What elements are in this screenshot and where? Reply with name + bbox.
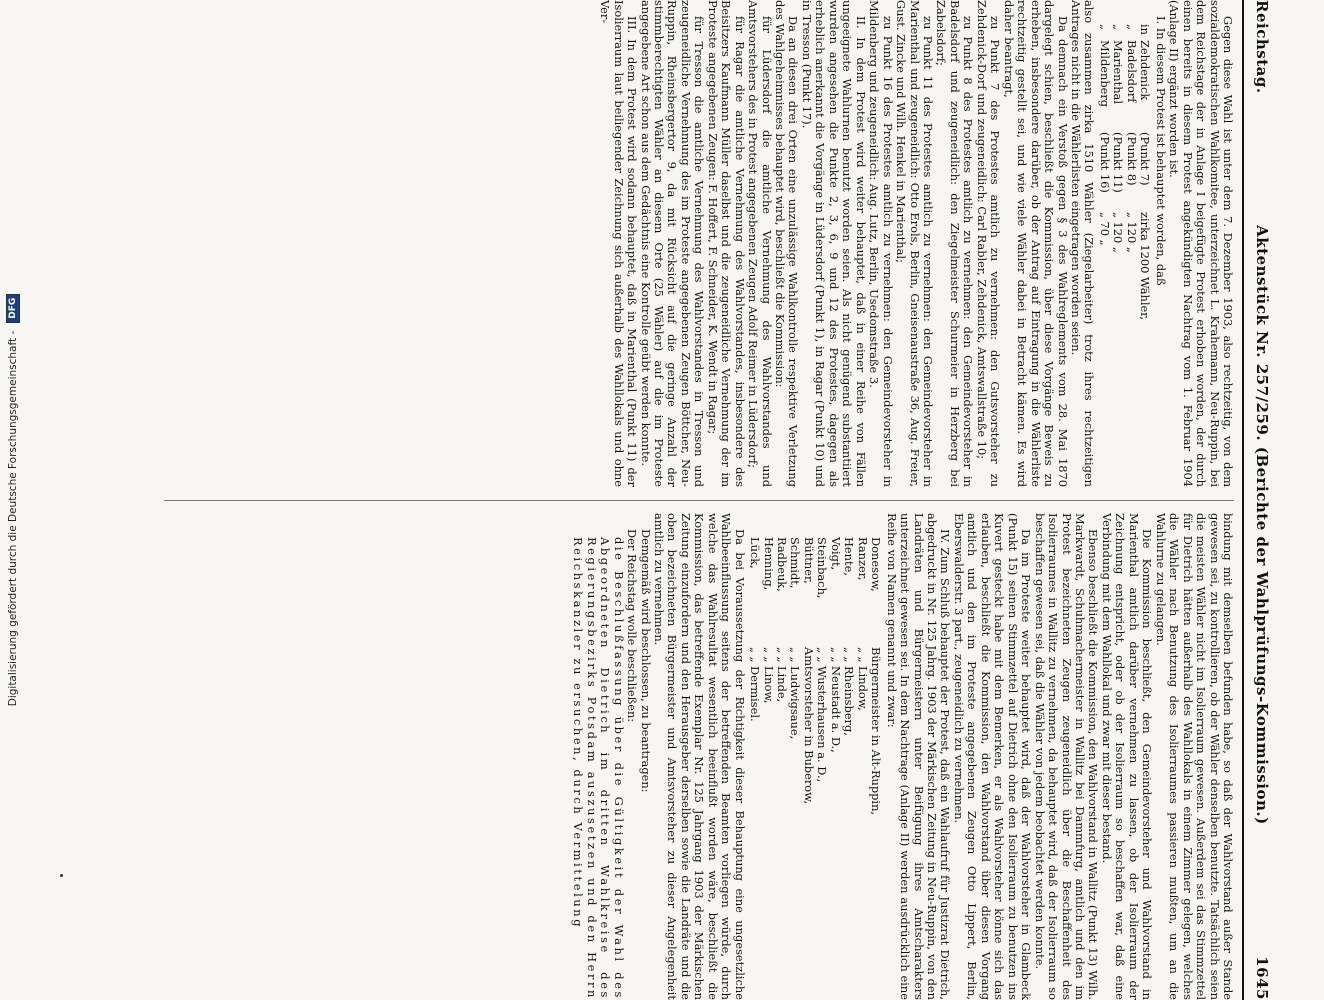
paragraph: für Tresson die amtliche Vernehmung des Wahlvorstandes in Tresson und zeugeneidliche Vernehmung des im Proteste angegebenen Zeugen Böttcher, Neu-Ruppin, Rheinsbergertor 9, da mit Rücksicht auf die geringe Anzahl der stimmberechtigten Wähler an diesem Orte (25 Wähler) auf die im Proteste angegebene Art schon aus dem Gedächtnis eine Kontrolle geübt werden konnte. <box>638 0 707 487</box>
signatory-row: Ranzer, „ „ Lindow, <box>855 537 870 711</box>
page-header <box>1248 0 1274 1000</box>
place-row: in Zehdenick (Punkt 7) zirka 1200 Wähler, <box>1138 24 1153 321</box>
column-divider <box>164 500 1234 501</box>
signatory-row: Donesow, Bürgermeister in Alt-Ruppin, <box>869 537 884 816</box>
signatory-row: Schmidt, „ „ Ludwigsaue, <box>788 537 803 740</box>
header-left: Reichstag. <box>1252 0 1271 94</box>
paragraph: Da an diesen drei Orten eine unzulässige Wahlkontrolle respektive Verletzung des Wahlgeheimnisses behauptet wird, beschließt die Kommission: <box>773 0 801 487</box>
places-list <box>1097 24 1151 487</box>
paragraph: Die Kommission beschließt, den Gemeindevorsteher und Wahlvorstand in Marienthal amtlich darüber vernehmen zu lassen, ob der Isolierraum der Zeichnung entspricht, oder ob der Isolierraum so beschaffen war, daß eine Verbindung mit dem Wahllokal und zwar mit dieser bestand. <box>1099 513 1155 1000</box>
resolution-text: die Beschlußfassung über die Gültigkeit der Wahl des Abgeordneten Dietrich im dritten Wahlkreise des Regierungsbezirks Potsdam auszusetzen und den Herrn Reichskanzler zu ersuchen, durch Vermittelung <box>571 537 626 1000</box>
signatory-row: Voigt, „ „ Neustadt a. D., <box>828 537 843 753</box>
section-4-paragraph: IV. Zum Schluß behauptet der Protest, daß ein Wahlaufruf für Justizrat Dietrich, abgedruckt in Nr. 125 Jahrg. 1903 der Märkischen Zeitung in Neu-Ruppin, von den Landräten und Bürgermeistern unter Beifügung ihres Amtscharakters unterzeichnet gewesen sei. In dem Nachtrage (Anlage II) werden ausdrücklich eine Reihe von Namen genannt und zwar: <box>884 513 953 1000</box>
signatory-row: Hente, „ „ Rheinsberg, <box>842 537 857 736</box>
paragraph: Da im Proteste weiter behauptet wird, daß der Wahlvorsteher in Glambeck (Punkt 15) seinen Stimmzettel auf Dietrich ohne den Isolierraum zu benutzen ins Kuvert gesteckt habe mit dem Bemerken, er als Wahlvorsteher könne sich das erlauben, beschließt die Kommission, den Wahlvorstand über diesen Vorgang amtlich und den im Proteste angegebenen Zeugen Otto Lippert, Berlin, Eberswalderstr. 3 part., zeugeneidlich zu vernehmen. <box>951 513 1034 1000</box>
section-2-paragraph: II. In dem Protest wird weiter behauptet, daß in einer Reihe von Fällen ungeeignete Wahlurnen benutzt worden seien. Als nicht genügend substantiiert wurden angesehen die Punkte 2, 3, 6, 9 und 12 des Protestes, dagegen als erheblich anerkannt die Vorgänge in Lüdersdorf (Punkt 1), in Ragar (Punkt 10) und in Tresson (Punkt 17). <box>799 0 868 487</box>
section-3-paragraph: III. In dem Protest wird sodann behauptet, daß in Marienthal (Punkt 11) der Isolierraum laut beiliegender Zeichnung sich außerhalb des Wahllokals und ohne Ver- <box>598 0 640 487</box>
right-column <box>571 513 1234 1000</box>
section-1-intro: I. In diesem Protest ist behauptet worden, daß <box>1153 16 1168 286</box>
dfg-logo: DFG <box>6 294 20 323</box>
signatories-list <box>748 537 883 1000</box>
place-row: „ Marienthal (Punkt 11) „ 120 „ <box>1111 24 1126 253</box>
paragraph: Da demnach ein Verstoß gegen § 3 des Wahlreglements vom 28. Mai 1870 dargelegt schien, beschließt die Kommission, über diese Vorgänge Beweis zu erheben, insbesondere darüber, ob der Antrag auf Eintragung in die Wählerliste rechtzeitig gestellt sei, und wie viele Wähler dabei in Betracht kämen. Es wird daher beantragt, <box>1001 0 1070 487</box>
paragraph: bindung mit demselben befunden habe, so daß der Wahlvorstand außer Stande gewesen sei, zu kontrollieren, ob der Wähler denselben benutzte. Tatsächlich seien die meisten Wähler nicht im Isolierraum gewesen. Außerdem sei das Stimmzettel für Dietrich hätten außerhalb des Wahllokals in einem Zimmer gelegen, welches die Wähler nach Benutzung des Isolierraumes passieren mußten, um an die Wahlurne zu gelangen. <box>1153 513 1235 1000</box>
rotated-document-page <box>100 0 1280 1000</box>
header-rule <box>1242 0 1244 1000</box>
place-row: „ Badelsdorf (Punkt 8) „ 120 „ <box>1124 24 1139 253</box>
signatory-row: Henning, „ „ Linow, <box>761 537 776 704</box>
intro-paragraph: Gegen diese Wahl ist unter dem 7. Dezember 1903, also rechtzeitig, von dem sozialdemokratischen Wahlkomitee, unterzeichnet L. Krahemann, Neu-Ruppin, bei dem Reichstage der in Anlage I beigefügte Protest erhoben worden, der durch einen bereits in diesem Protest angekündigten Nachtrag vom 1. Februar 1904 (Anlage II) ergänzt worden ist. <box>1167 0 1235 487</box>
paragraph: Da bei Voraussetzung der Richtigkeit dieser Behauptung eine ungesetzliche Wahlbeeinflussung seitens der betreffenden Beamten vorliegen würde, durch welche das Wahlresultat wesentlich beeinflußt worden wäre, beschließt die Kommission, das betreffende Exemplar Nr. 125 Jahrgang 1903 der Märkischen Zeitung einzufordern und den Herausgeber derselben sowie die Landräte und die oben bezeichneten Bürgermeister und Amtsvorsteher zu dieser Angelegenheit amtlich zu vernehmen. <box>651 513 747 1000</box>
resolution-heading: Der Reichstag wolle beschließen: <box>625 529 640 723</box>
digitization-credit <box>0 0 26 1000</box>
page-number: 1645 <box>1252 956 1271 1000</box>
left-column <box>598 0 1234 487</box>
signatory-row: Lück, „ „ Dermisel. <box>748 537 763 722</box>
section-1-body: also zusammen zirka 1510 Wähler (Ziegelarbeiter) trotz ihres rechtzeitigen Antrages nicht in die Wählerlisten eingetragen worden seien. <box>1069 0 1097 487</box>
signatory-row: Steinbach, „ „ Wusterhausen a. D., <box>815 537 830 783</box>
paragraph: für Ragar die amtliche Vernehmung des Wahlvorstandes, insbesondere des Beisitzers Kaufmann Müller daselbst und die zeugeneidliche Vernehmung der im Proteste angegebenen Zeugen: F. Hoffert, F. Schneider, K. Wendt in Ragar; <box>705 0 747 487</box>
credit-text: Digitalisierung gefördert durch die Deutsche Forschungsgemeinschaft - <box>7 330 19 707</box>
paragraph: zu Punkt 8 des Protestes amtlich zu vernehmen: den Gemeindevorsteher in Badelsdorf und zeugeneidlich: den Ziegelmeister Schurmeier in Herzberg bei Zabelsdorf; <box>934 0 976 487</box>
paragraph: zu Punkt 11 des Protestes amtlich zu vernehmen: den Gemeindevorsteher in Marienthal und zeugeneidlich: Otto Erols, Berlin, Gneisenaustraße 36, Aug. Freier, Gust. Zincke und Wilh. Henkel in Marienthal; <box>894 0 936 487</box>
paragraph: für Lüdersdorf die amtliche Vernehmung des Wahlvorstandes und Amtsvorstehers des in Protest angegebenen Zeugen Adolf Reimer in Lüdersdorf; <box>746 0 774 487</box>
header-center: Aktenstück Nr. 257/259. (Berichte der Wahlprüfungs-Kommission.) <box>1252 225 1271 825</box>
resolution-intro: Demgemäß wird beschlossen, zu beantragen: <box>638 529 653 793</box>
paragraph: Ebenso beschließt die Kommission, den Wahlvorstand in Wallitz (Punkt 13) Wilh. Markwardt, Schuhmachermeister in Wallitz bei Dammfurg, amtlich und den im Protest bezeichneten Zeugen zeugeneidlich über die Beschaffenheit des Isolierraumes in Wallitz zu vernehmen, da behauptet wird, daß der Isolierraum so beschaffen gewesen sei, daß die Wähler von jedem beobachtet werden konnte. <box>1032 513 1101 1000</box>
place-row: „ Mildenberg (Punkt 16) „ 70 „ <box>1097 24 1112 246</box>
signatory-row: Büttner, Amtsvorsteher in Buberow, <box>801 537 816 805</box>
paragraph: zu Punkt 16 des Protestes amtlich zu vernehmen: den Gemeindevorsteher in Mildenberg und zeugeneidlich: Aug. Lutz, Berlin, Usedomstraße 3. <box>867 0 895 487</box>
scan-speck <box>60 874 63 877</box>
paragraph: zu Punkt 7 des Protestes amtlich zu vernehmen: den Gutsvorsteher zu Zehdenick-Dorf und zeugeneidlich: Carl Rabler, Zehdenick, Amtswallstraße 10; <box>974 0 1003 487</box>
signatory-row: Radbeuk, „ „ Linde, <box>775 537 790 703</box>
